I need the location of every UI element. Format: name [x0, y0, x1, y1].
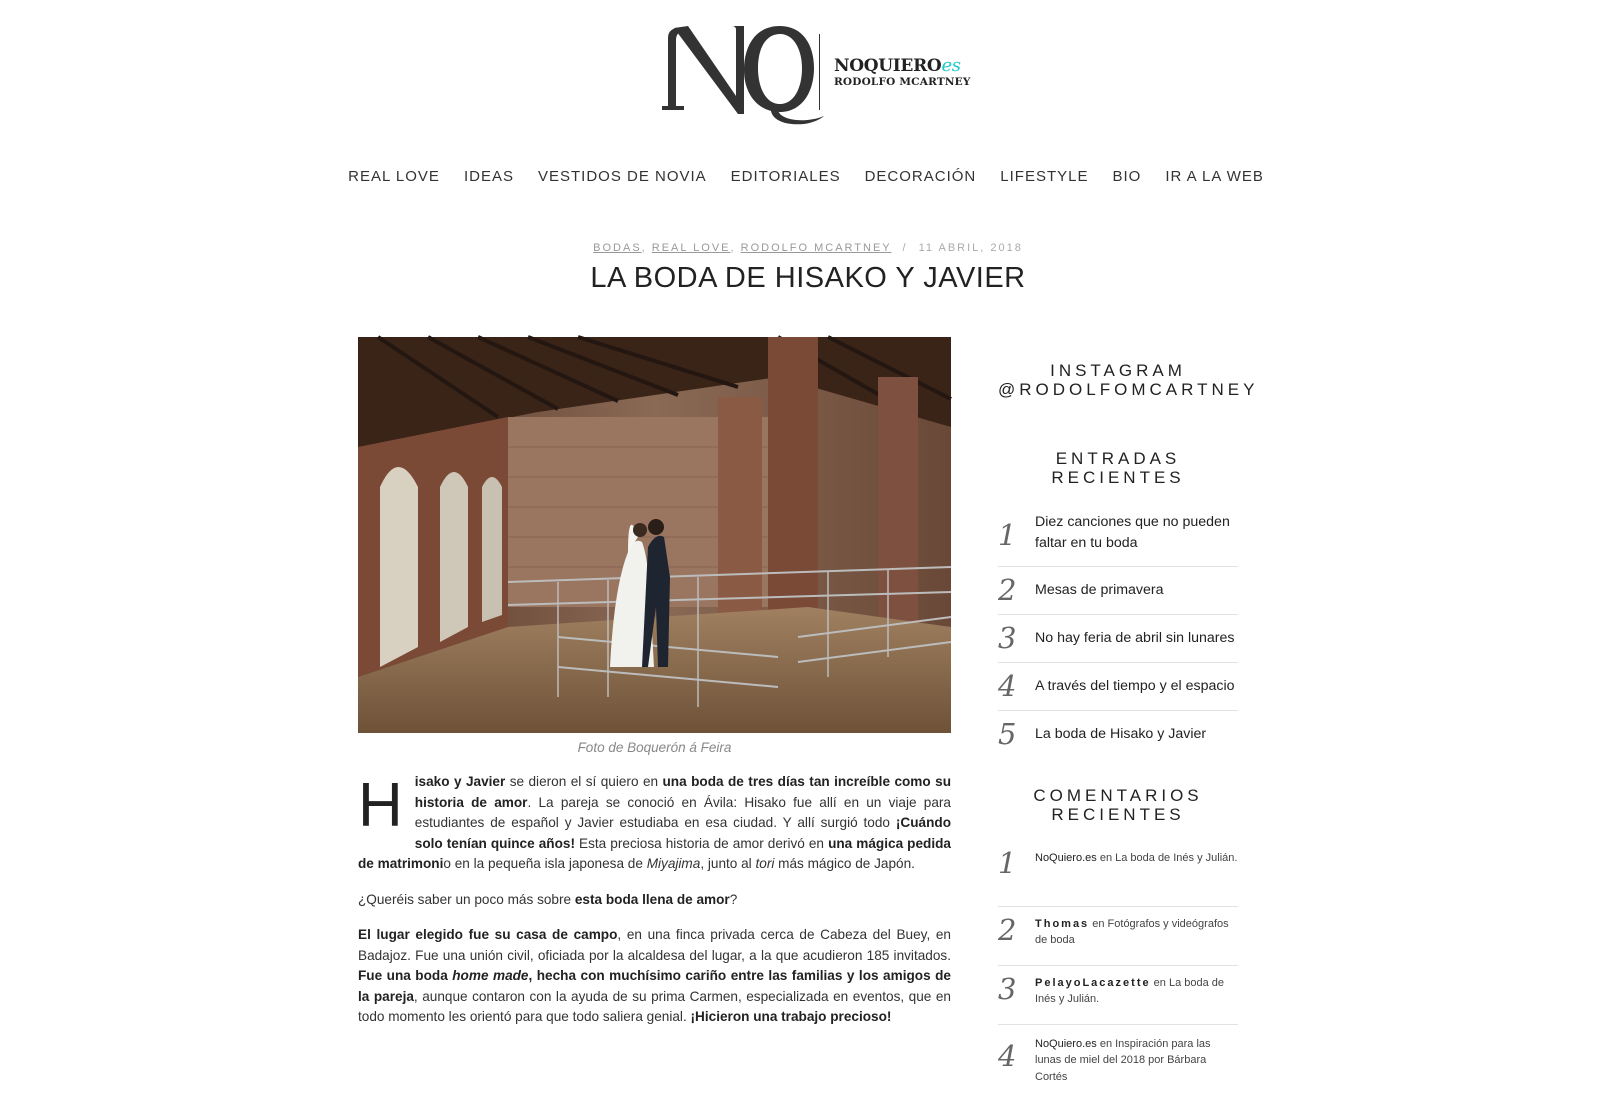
category-link-rodolfo-mcartney[interactable]: RODOLFO MCARTNEY	[740, 242, 892, 254]
recent-post-number: 5	[998, 717, 1017, 751]
logo-tagline: RODOLFO MCARTNEY	[834, 76, 971, 88]
recent-comment-item: 3 PelayoLacazette en La boda de Inés y Julián.	[998, 966, 1238, 1025]
main-nav	[0, 168, 1600, 185]
nav-item-lifestyle[interactable]: LIFESTYLE	[1000, 168, 1089, 185]
recent-comment-item: 2 Thomas en Fotógrafos y videógrafos de boda	[998, 907, 1238, 966]
post-content	[358, 772, 951, 1043]
category-link-bodas[interactable]: BODAS	[593, 242, 642, 254]
nav-item-editoriales[interactable]: EDITORIALES	[730, 168, 841, 185]
recent-post-item[interactable]	[998, 711, 1238, 759]
article-paragraph: Hisako y Javier se dieron el sí quiero en una boda de tres días tan increíble como su historia de amor. La pareja se conoció en Ávila: Hisako fue allí en un viaje para estudiantes de español y Javier estudiaba en esa ciudad. Y allí surgió todo ¡Cuándo solo tenían quince años! Esta preciosa historia de amor derivó en una mágica pedida de matrimonio en la pequeña isla japonesa de Miyajima, junto al tori más mágico de Japón.	[358, 771, 951, 871]
recent-posts-list	[998, 512, 1238, 759]
category-link-real-love[interactable]: REAL LOVE	[651, 242, 731, 254]
post-meta: BODAS, REAL LOVE, RODOLFO MCARTNEY / 11 ABRIL, 2018	[593, 242, 1023, 254]
comment-author[interactable]: PelayoLacazette	[1035, 977, 1151, 989]
recent-post-link[interactable]: La boda de Hisako y Javier	[1035, 726, 1207, 742]
nav-item-ideas[interactable]: IDEAS	[463, 168, 514, 185]
recent-comments-title: COMENTARIOS RECIENTES	[1033, 786, 1203, 824]
recent-post-number: 2	[998, 573, 1017, 607]
post-date: 11 ABRIL, 2018	[918, 242, 1023, 254]
article-paragraph: ¿Queréis saber un poco más sobre esta boda llena de amor?	[358, 891, 738, 907]
recent-comment-item: 4 NoQuiero.es en Inspiración para las lunas de miel del 2018 por Bárbara Cortés	[998, 1038, 1211, 1083]
nav-item-decoracion[interactable]: DECORACIÓN	[864, 168, 977, 185]
article-paragraph: El lugar elegido fue su casa de campo, en una finca privada cerca de Cabeza del Buey, en Badajoz. Fue una unión civil, oficiada por la alcaldesa del lugar, a la que acudieron 185 invitados. Fue una boda home made, hecha con muchísimo cariño entre las familias y los amigos de la pareja, aunque contaron con la ayuda de su prima Carmen, especializada en eventos, que en todo momento les orientó para que todo saliera genial. ¡Hicieron una trabajo precioso!	[358, 927, 951, 1024]
nav-item-real-love[interactable]: REAL LOVE	[348, 168, 440, 185]
comment-author[interactable]: NoQuiero.es	[1035, 852, 1097, 864]
recent-post-item[interactable]	[998, 567, 1238, 615]
recent-comment-number: 1	[998, 846, 1017, 880]
recent-comment-number: 3	[998, 972, 1017, 1006]
comment-post-link[interactable]: La boda de Inés y Julián.	[1035, 977, 1225, 1006]
logo-brand-name: NOQUIEROes	[834, 55, 961, 76]
recent-post-item[interactable]	[998, 663, 1238, 711]
recent-comment-number: 2	[998, 913, 1017, 947]
instagram-widget-title[interactable]: INSTAGRAM @RODOLFOMCARTNEY	[998, 361, 1259, 399]
nav-item-bio[interactable]: BIO	[1112, 168, 1142, 185]
logo-divider	[819, 34, 820, 110]
recent-posts-title: ENTRADAS RECIENTES	[1051, 449, 1185, 487]
dropcap: H	[358, 771, 403, 840]
recent-post-link[interactable]: Diez canciones que no pueden faltar en tu boda	[1035, 514, 1230, 551]
recent-post-number: 1	[998, 518, 1017, 552]
post-featured-image	[358, 337, 951, 733]
recent-post-item[interactable]	[998, 615, 1238, 663]
nq-monogram-icon	[662, 22, 822, 132]
recent-post-item[interactable]	[998, 512, 1238, 567]
meta-separator: /	[902, 242, 908, 254]
recent-post-link[interactable]: No hay feria de abril sin lunares	[1035, 630, 1235, 646]
comment-post-link[interactable]: Inspiración para las lunas de miel del 2018 por Bárbara Cortés	[1035, 1038, 1211, 1083]
recent-comment-item: 1 NoQuiero.es en La boda de Inés y Julián.	[998, 850, 1238, 907]
recent-post-link[interactable]: Mesas de primavera	[1035, 582, 1164, 598]
recent-comment-number: 4	[998, 1039, 1017, 1073]
site-logo[interactable]	[662, 22, 971, 132]
recent-post-number: 4	[998, 669, 1017, 703]
recent-post-number: 3	[998, 621, 1017, 655]
comment-author[interactable]: Thomas	[1035, 918, 1090, 930]
image-caption: Foto de Boquerón á Feira	[577, 740, 732, 755]
nav-item-vestidos-de-novia[interactable]: VESTIDOS DE NOVIA	[537, 168, 707, 185]
recent-comments-list	[998, 846, 1238, 1095]
comment-author[interactable]: NoQuiero.es	[1035, 1038, 1097, 1050]
recent-post-link[interactable]: A través del tiempo y el espacio	[1035, 678, 1235, 694]
post-title: LA BODA DE HISAKO Y JAVIER	[590, 262, 1026, 294]
comment-post-link[interactable]: Fotógrafos y videógrafos de boda	[1035, 918, 1229, 947]
nav-item-ir-a-la-web[interactable]: IR A LA WEB	[1165, 168, 1264, 185]
comment-post-link[interactable]: La boda de Inés y Julián.	[1115, 852, 1238, 864]
